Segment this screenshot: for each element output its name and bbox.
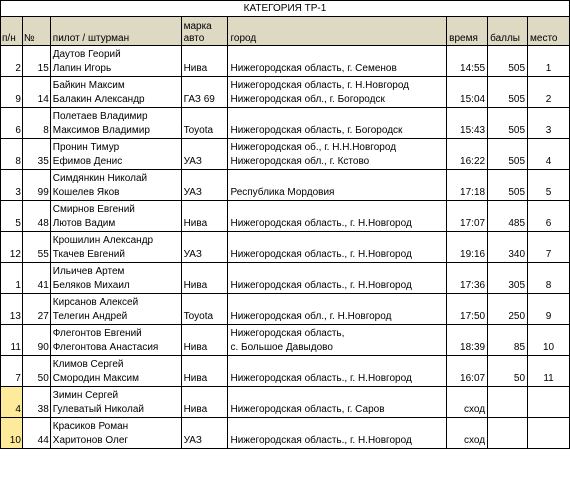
row-place: 1 xyxy=(528,46,570,77)
row-points: 85 xyxy=(488,325,528,356)
row-np: 7 xyxy=(1,356,23,387)
navigator-name: Харитонов Олег xyxy=(52,435,129,446)
row-crew xyxy=(50,46,181,77)
navigator-name: Кошелев Яков xyxy=(52,187,120,198)
row-crew xyxy=(50,294,181,325)
city-line-1: Нижегородская область, г. Н.Новгород xyxy=(230,80,409,91)
row-points xyxy=(488,418,528,449)
pilot-name: Смирнов Евгений xyxy=(52,204,135,215)
row-crew xyxy=(50,263,181,294)
row-points: 50 xyxy=(488,356,528,387)
row-points xyxy=(488,387,528,418)
table-row xyxy=(1,201,570,232)
city-line-2: Нижегородская обл., г. Кстово xyxy=(230,156,370,167)
row-points: 305 xyxy=(488,263,528,294)
pilot-name: Флегонтов Евгений xyxy=(52,328,142,339)
navigator-name: Ефимов Денис xyxy=(52,156,123,167)
row-np: 9 xyxy=(1,77,23,108)
row-np: 12 xyxy=(1,232,23,263)
pilot-name: Байкин Максим xyxy=(52,80,125,91)
navigator-name: Лапин Игорь xyxy=(52,63,112,74)
row-place xyxy=(528,387,570,418)
row-city xyxy=(228,418,447,449)
header-row xyxy=(1,17,570,46)
row-number: 48 xyxy=(22,201,50,232)
table-row xyxy=(1,356,570,387)
header-np: п/н xyxy=(1,17,23,46)
row-number: 90 xyxy=(22,325,50,356)
city-line-2: с. Большое Давыдово xyxy=(230,342,333,353)
row-time: 16:07 xyxy=(447,356,488,387)
row-crew xyxy=(50,108,181,139)
navigator-name: Гулеватый Николай xyxy=(52,404,144,415)
row-time: 17:36 xyxy=(447,263,488,294)
row-np: 4 xyxy=(1,387,23,418)
row-time: 15:43 xyxy=(447,108,488,139)
row-points: 505 xyxy=(488,170,528,201)
city-line-2: Нижегородская область., г. Н.Новгород xyxy=(230,249,412,260)
city-line-2: Нижегородская область., г. Н.Новгород xyxy=(230,218,412,229)
row-time: сход xyxy=(447,387,488,418)
pilot-name: Полетаев Владимир xyxy=(52,111,148,122)
row-time: 17:07 xyxy=(447,201,488,232)
row-np: 8 xyxy=(1,139,23,170)
pilot-name: Крошилин Александр xyxy=(52,235,154,246)
row-number: 15 xyxy=(22,46,50,77)
row-place: 8 xyxy=(528,263,570,294)
row-np: 2 xyxy=(1,46,23,77)
row-crew xyxy=(50,325,181,356)
row-place: 5 xyxy=(528,170,570,201)
city-line-2: Нижегородская область, г. Богородск xyxy=(230,125,403,136)
row-crew xyxy=(50,387,181,418)
table-row xyxy=(1,170,570,201)
row-city xyxy=(228,325,447,356)
city-line-2: Нижегородская область, г. Семенов xyxy=(230,63,397,74)
row-car: Нива xyxy=(181,46,228,77)
table-row xyxy=(1,77,570,108)
city-line-2: Нижегородская область., г. Н.Новгород xyxy=(230,280,412,291)
row-car: Toyota xyxy=(181,294,228,325)
header-car: марка авто xyxy=(181,17,228,46)
city-line-2: Нижегородская область., г. Н.Новгород xyxy=(230,435,412,446)
row-np: 5 xyxy=(1,201,23,232)
table-row xyxy=(1,232,570,263)
row-city xyxy=(228,108,447,139)
row-city xyxy=(228,356,447,387)
table-row xyxy=(1,139,570,170)
row-time: 17:18 xyxy=(447,170,488,201)
row-car: УАЗ xyxy=(181,232,228,263)
row-time: 14:55 xyxy=(447,46,488,77)
pilot-name: Пронин Тимур xyxy=(52,142,120,153)
pilot-name: Климов Сергей xyxy=(52,359,124,370)
row-number: 44 xyxy=(22,418,50,449)
navigator-name: Телегин Андрей xyxy=(52,311,128,322)
row-car: Нива xyxy=(181,387,228,418)
city-line-1: Нижегородская область, xyxy=(230,328,345,339)
row-points: 250 xyxy=(488,294,528,325)
row-city xyxy=(228,201,447,232)
row-car: ГАЗ 69 xyxy=(181,77,228,108)
row-np: 6 xyxy=(1,108,23,139)
row-time: 18:39 xyxy=(447,325,488,356)
navigator-name: Смородин Максим xyxy=(52,373,140,384)
row-number: 35 xyxy=(22,139,50,170)
row-time: 19:16 xyxy=(447,232,488,263)
row-np: 1 xyxy=(1,263,23,294)
row-crew xyxy=(50,77,181,108)
navigator-name: Лютов Вадим xyxy=(52,218,116,229)
row-place: 4 xyxy=(528,139,570,170)
table-row xyxy=(1,294,570,325)
row-city xyxy=(228,387,447,418)
row-crew xyxy=(50,170,181,201)
row-points: 340 xyxy=(488,232,528,263)
row-number: 27 xyxy=(22,294,50,325)
row-np: 13 xyxy=(1,294,23,325)
table-row xyxy=(1,263,570,294)
row-number: 55 xyxy=(22,232,50,263)
row-car: Нива xyxy=(181,263,228,294)
category-title: КАТЕГОРИЯ ТР-1 xyxy=(1,1,570,17)
navigator-name: Флегонтова Анастасия xyxy=(52,342,159,353)
row-points: 505 xyxy=(488,108,528,139)
row-np: 3 xyxy=(1,170,23,201)
row-car: Toyota xyxy=(181,108,228,139)
row-np: 10 xyxy=(1,418,23,449)
pilot-name: Красиков Роман xyxy=(52,421,129,432)
row-number: 99 xyxy=(22,170,50,201)
row-city xyxy=(228,232,447,263)
row-time: 16:22 xyxy=(447,139,488,170)
row-city xyxy=(228,139,447,170)
row-crew xyxy=(50,139,181,170)
row-car: Нива xyxy=(181,201,228,232)
navigator-name: Ткачев Евгений xyxy=(52,249,125,260)
navigator-name: Максимов Владимир xyxy=(52,125,150,136)
row-np: 11 xyxy=(1,325,23,356)
row-points: 485 xyxy=(488,201,528,232)
pilot-name: Зимин Сергей xyxy=(52,390,119,401)
row-place: 10 xyxy=(528,325,570,356)
city-line-1: Нижегородская об., г. Н.Н.Новгород xyxy=(230,142,397,153)
row-car: Нива xyxy=(181,325,228,356)
header-number: № xyxy=(22,17,50,46)
pilot-name: Симдянкин Николай xyxy=(52,173,148,184)
row-points: 505 xyxy=(488,139,528,170)
header-points: баллы xyxy=(488,17,528,46)
header-city: город xyxy=(228,17,447,46)
header-time: время xyxy=(447,17,488,46)
row-number: 50 xyxy=(22,356,50,387)
table-row xyxy=(1,46,570,77)
navigator-name: Балакин Александр xyxy=(52,94,145,105)
row-car: УАЗ xyxy=(181,170,228,201)
row-place: 7 xyxy=(528,232,570,263)
row-time: сход xyxy=(447,418,488,449)
pilot-name: Ильичев Артем xyxy=(52,266,125,277)
row-number: 38 xyxy=(22,387,50,418)
city-line-2: Нижегородская обл., г. Н.Новгород xyxy=(230,311,392,322)
row-crew xyxy=(50,232,181,263)
row-place: 11 xyxy=(528,356,570,387)
city-line-2: Республика Мордовия xyxy=(230,187,335,198)
table-row xyxy=(1,325,570,356)
row-place: 3 xyxy=(528,108,570,139)
row-crew xyxy=(50,356,181,387)
city-line-2: Нижегородская область, г. Саров xyxy=(230,404,385,415)
row-points: 505 xyxy=(488,77,528,108)
row-place: 9 xyxy=(528,294,570,325)
title-row xyxy=(1,1,570,17)
table-row xyxy=(1,108,570,139)
city-line-2: Нижегородская обл., г. Богородск xyxy=(230,94,385,105)
table-row xyxy=(1,387,570,418)
pilot-name: Даутов Георий xyxy=(52,49,121,60)
header-crew: пилот / штурман xyxy=(50,17,181,46)
row-place xyxy=(528,418,570,449)
row-crew xyxy=(50,201,181,232)
pilot-name: Кирсанов Алексей xyxy=(52,297,139,308)
row-car: УАЗ xyxy=(181,418,228,449)
row-car: Нива xyxy=(181,356,228,387)
row-place: 6 xyxy=(528,201,570,232)
row-number: 14 xyxy=(22,77,50,108)
row-city xyxy=(228,46,447,77)
row-city xyxy=(228,170,447,201)
row-points: 505 xyxy=(488,46,528,77)
city-line-2: Нижегородская область., г. Н.Новгород xyxy=(230,373,412,384)
row-city xyxy=(228,77,447,108)
row-number: 8 xyxy=(22,108,50,139)
navigator-name: Беляков Михаил xyxy=(52,280,130,291)
row-car: УАЗ xyxy=(181,139,228,170)
row-time: 15:04 xyxy=(447,77,488,108)
row-number: 41 xyxy=(22,263,50,294)
row-city xyxy=(228,294,447,325)
row-time: 17:50 xyxy=(447,294,488,325)
row-crew xyxy=(50,418,181,449)
row-place: 2 xyxy=(528,77,570,108)
row-city xyxy=(228,263,447,294)
header-place: место xyxy=(528,17,570,46)
table-row xyxy=(1,418,570,449)
